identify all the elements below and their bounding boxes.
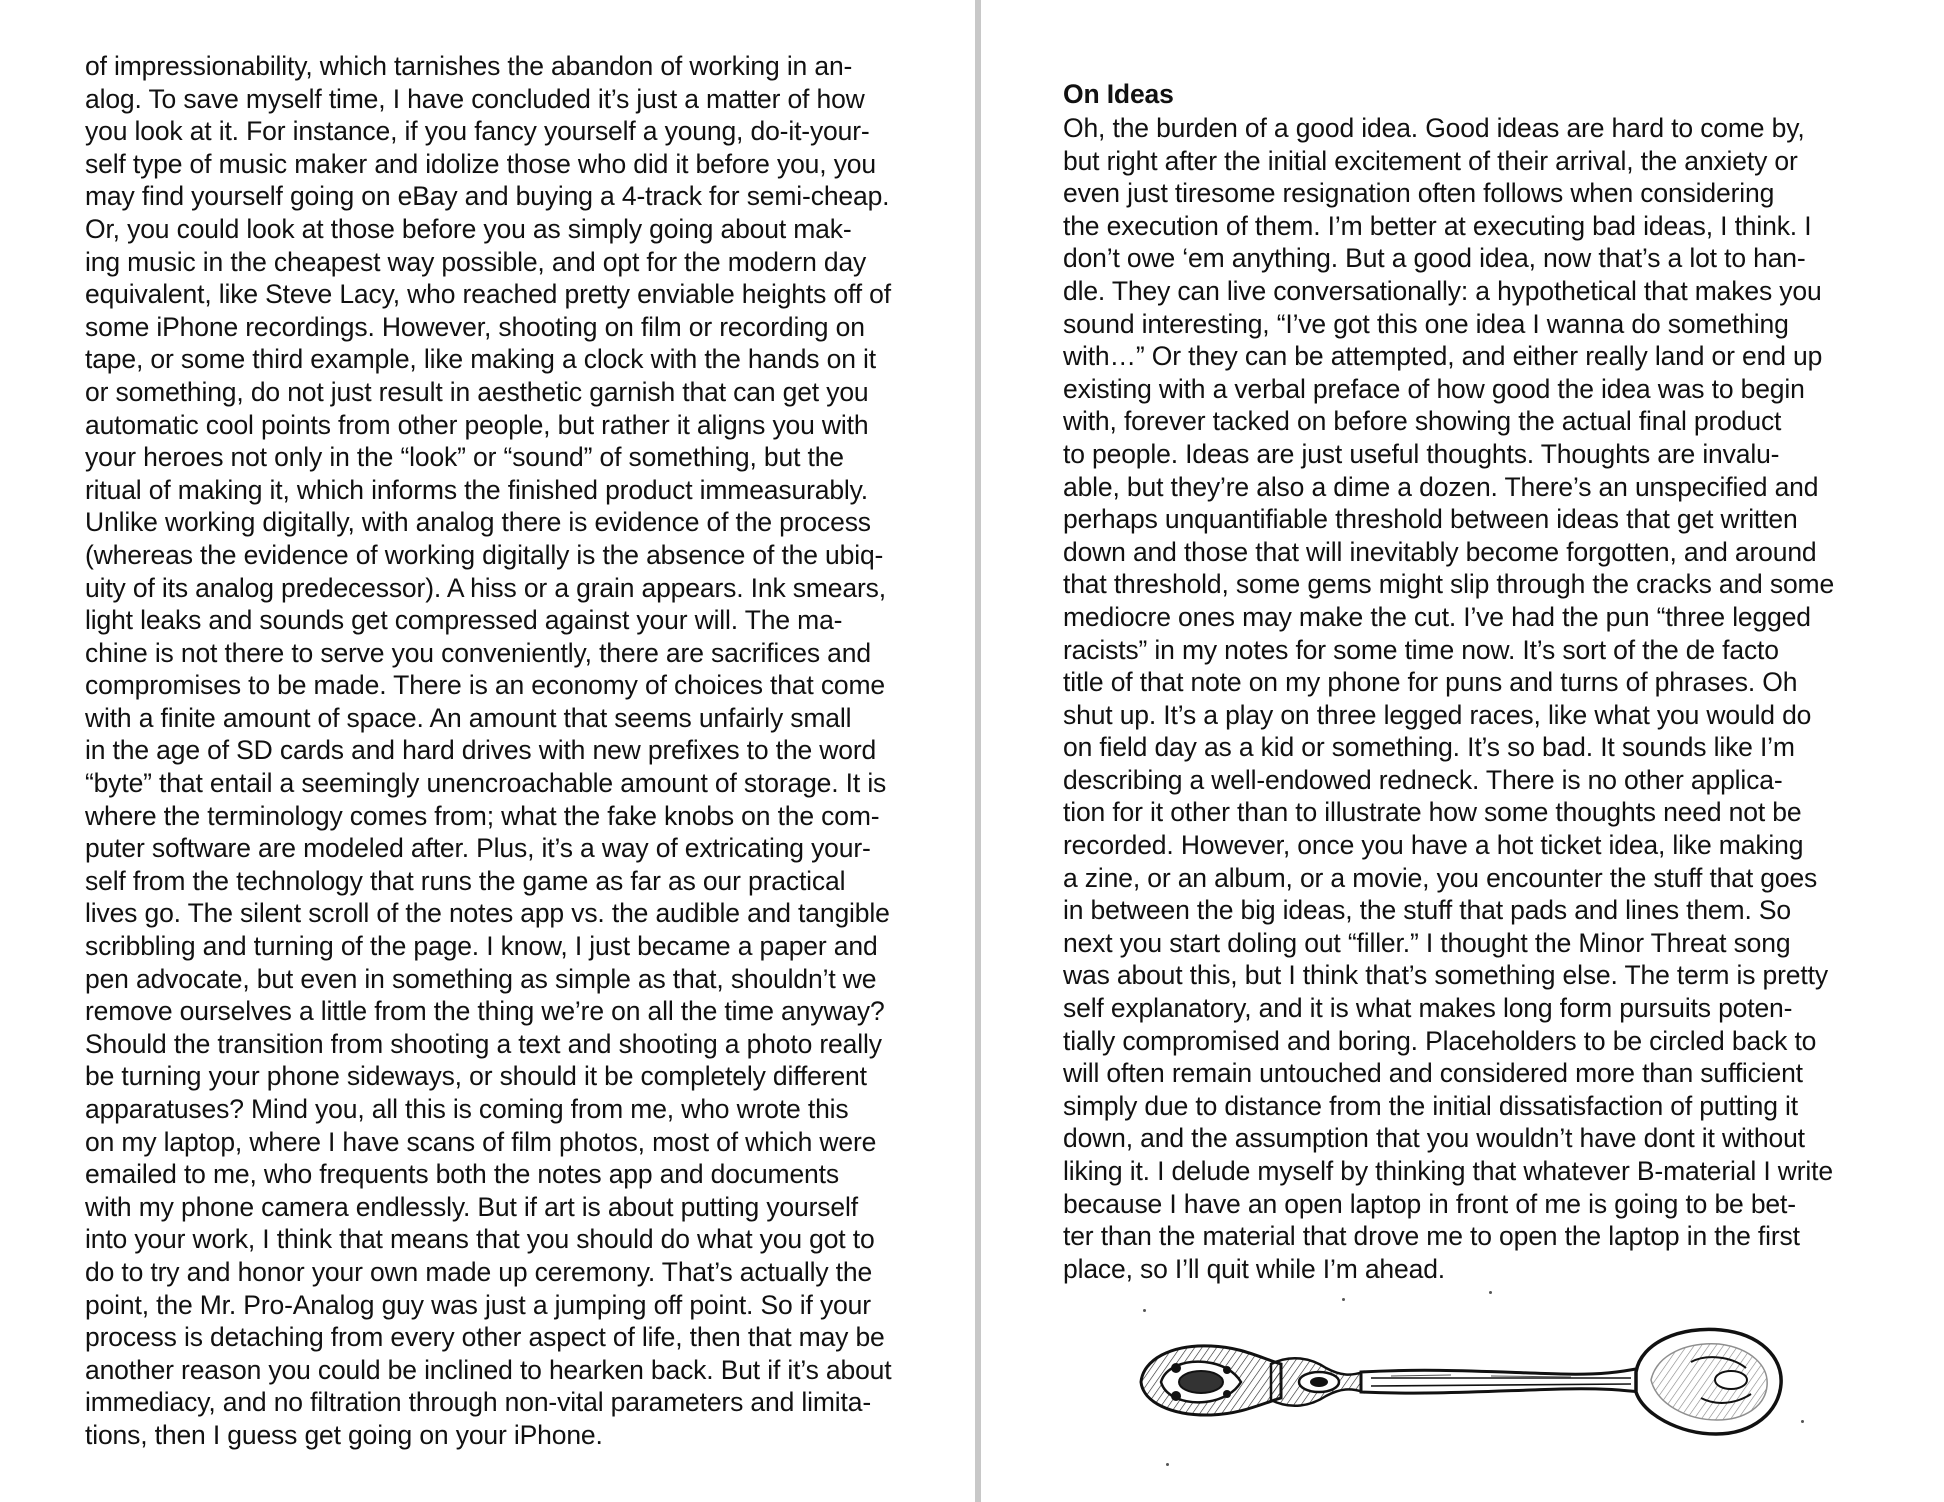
text-line: point, the Mr. Pro-Analog guy was just a jumping off point. So if your [85,1289,871,1320]
text-line: because I have an open laptop in front of me is going to be bet- [1063,1188,1796,1219]
scan-speck [1801,1420,1804,1423]
text-line: next you start doling out “filler.” I thought the Minor Threat song [1063,927,1791,958]
text-line: self explanatory, and it is what makes long form pursuits poten- [1063,993,1793,1024]
text-line: be turning your phone sideways, or should it be completely different [85,1061,867,1092]
spoon-icon [1131,1302,1786,1452]
text-line: lives go. The silent scroll of the notes app vs. the audible and tangible [85,898,890,929]
text-line: with a finite amount of space. An amount that seems unfairly small [85,702,852,733]
text-line: don’t owe ‘em anything. But a good idea, now that’s a lot to han- [1063,243,1806,274]
text-line: you look at it. For instance, if you fancy yourself a young, do-it-your- [85,116,870,147]
text-line: liking it. I delude myself by thinking that whatever B-material I write [1063,1156,1833,1186]
text-line: with, forever tacked on before showing the actual final product [1063,406,1782,437]
text-line: of impressionability, which tarnishes the abandon of working in an- [85,51,853,81]
text-line: tions, then I guess get going on your iPhone. [85,1419,603,1450]
text-line: puter software are modeled after. Plus, it’s a way of extricating your- [85,833,871,864]
text-line: Should the transition from shooting a text and shooting a photo really [85,1028,882,1059]
right-page-body [1063,112,1834,1285]
text-line: sound interesting, “I’ve got this one idea I wanna do something [1063,308,1789,339]
text-line: on my laptop, where I have scans of film photos, most of which were [85,1126,877,1157]
text-line: immediacy, and no filtration through non-vital parameters and limita- [85,1387,872,1418]
text-line: with my phone camera endlessly. But if art is about putting yourself [85,1191,858,1222]
text-line: mediocre ones may make the cut. I’ve had the pun “three legged [1063,601,1811,632]
text-line: dle. They can live conversationally: a hypothetical that makes you [1063,275,1822,306]
text-line: in the age of SD cards and hard drives with new prefixes to the word [85,735,877,766]
text-line: in between the big ideas, the stuff that pads and lines them. So [1063,895,1791,926]
scan-speck [1489,1291,1492,1294]
scan-speck [1143,1309,1146,1312]
text-line: place, so I’ll quit while I’m ahead. [1063,1253,1445,1284]
text-line: the execution of them. I’m better at executing bad ideas, I think. I [1063,210,1812,241]
text-line: title of that note on my phone for puns and turns of phrases. Oh [1063,667,1798,698]
text-line: ing music in the cheapest way possible, and opt for the modern day [85,246,867,277]
spoon-illustration [1131,1302,1786,1452]
text-line: recorded. However, once you have a hot ticket idea, like making [1063,830,1804,861]
text-line: tially compromised and boring. Placeholders to be circled back to [1063,1025,1817,1056]
text-line: will often remain untouched and considered more than sufficient [1063,1058,1803,1089]
text-line: equivalent, like Steve Lacy, who reached pretty enviable heights off of [85,279,891,310]
text-line: Unlike working digitally, with analog there is evidence of the process [85,507,871,538]
text-line: alog. To save myself time, I have concluded it’s just a matter of how [85,83,865,114]
text-line: “byte” that entail a seemingly unencroachable amount of storage. It is [85,768,887,799]
text-line: remove ourselves a little from the thing we’re on all the time anyway? [85,996,885,1027]
text-line: Or, you could look at those before you as simply going about mak- [85,213,852,244]
text-line: self from the technology that runs the game as far as our practical [85,865,846,896]
text-line: with…” Or they can be attempted, and either really land or end up [1063,341,1823,372]
text-line: that threshold, some gems might slip through the cracks and some [1063,569,1835,600]
text-line: light leaks and sounds get compressed against your will. The ma- [85,605,843,636]
text-line: describing a well-endowed redneck. There is no other applica- [1063,764,1783,795]
text-line: (whereas the evidence of working digitally is the absence of the ubiq- [85,539,884,570]
text-line: where the terminology comes from; what the fake knobs on the com- [85,800,880,831]
text-line: shut up. It’s a play on three legged races, like what you would do [1063,699,1812,730]
right-page [981,0,1944,1502]
text-line: scribbling and turning of the page. I know, I just became a paper and [85,931,878,962]
text-line: do to try and honor your own made up ceremony. That’s actually the [85,1256,873,1287]
text-line: pen advocate, but even in something as simple as that, shouldn’t we [85,963,877,994]
text-line: Oh, the burden of a good idea. Good ideas are hard to come by, [1063,113,1805,143]
text-line: racists” in my notes for some time now. It’s sort of the de facto [1063,634,1779,665]
text-line: chine is not there to serve you conveniently, there are sacrifices and [85,637,871,668]
section-heading: On Ideas [1063,79,1174,109]
text-line: apparatuses? Mind you, all this is coming from me, who wrote this [85,1094,849,1124]
text-line: compromises to be made. There is an economy of choices that come [85,670,886,701]
text-line: ritual of making it, which informs the finished product immeasurably. [85,474,869,505]
left-page-body [85,50,891,1452]
text-line: down, and the assumption that you wouldn’t have dont it without [1063,1123,1805,1154]
text-line: self type of music maker and idolize those who did it before you, you [85,148,876,179]
text-line: was about this, but I think that’s something else. The term is pretty [1063,960,1828,991]
text-line: existing with a verbal preface of how good the idea was to begin [1063,373,1805,404]
text-line: simply due to distance from the initial dissatisfaction of putting it [1063,1090,1798,1121]
text-line: on field day as a kid or something. It’s so bad. It sounds like I’m [1063,732,1795,763]
text-line: emailed to me, who frequents both the notes app and documents [85,1159,839,1190]
text-line: your heroes not only in the “look” or “sound” of something, but the [85,442,844,473]
text-line: may find yourself going on eBay and buying a 4-track for semi-cheap. [85,181,890,212]
text-line: down and those that will inevitably become forgotten, and around [1063,536,1817,567]
text-line: to people. Ideas are just useful thoughts. Thoughts are invalu- [1063,438,1780,469]
text-line: able, but they’re also a dime a dozen. There’s an unspecified and [1063,471,1819,502]
text-line: or something, do not just result in aesthetic garnish that can get you [85,376,869,407]
text-line: process is detaching from every other aspect of life, then that may be [85,1322,885,1353]
scan-speck [1342,1298,1345,1301]
text-line: perhaps unquantifiable threshold between ideas that get written [1063,504,1798,535]
text-line: ter than the material that drove me to open the laptop in the first [1063,1221,1800,1252]
text-line: tape, or some third example, like making a clock with the hands on it [85,344,876,375]
text-line: another reason you could be inclined to hearken back. But if it’s about [85,1354,892,1385]
text-line: into your work, I think that means that you should do what you got to [85,1224,875,1255]
text-line: some iPhone recordings. However, shooting on film or recording on [85,311,865,342]
text-line: a zine, or an album, or a movie, you encounter the stuff that goes [1063,862,1818,893]
text-line: uity of its analog predecessor). A hiss or a grain appears. Ink smears, [85,572,886,603]
text-line: tion for it other than to illustrate how some thoughts need not be [1063,797,1802,828]
scan-speck [1166,1463,1169,1466]
text-line: even just tiresome resignation often follows when considering [1063,178,1775,209]
text-line: but right after the initial excitement of their arrival, the anxiety or [1063,145,1798,176]
text-line: automatic cool points from other people, but rather it aligns you with [85,409,869,440]
